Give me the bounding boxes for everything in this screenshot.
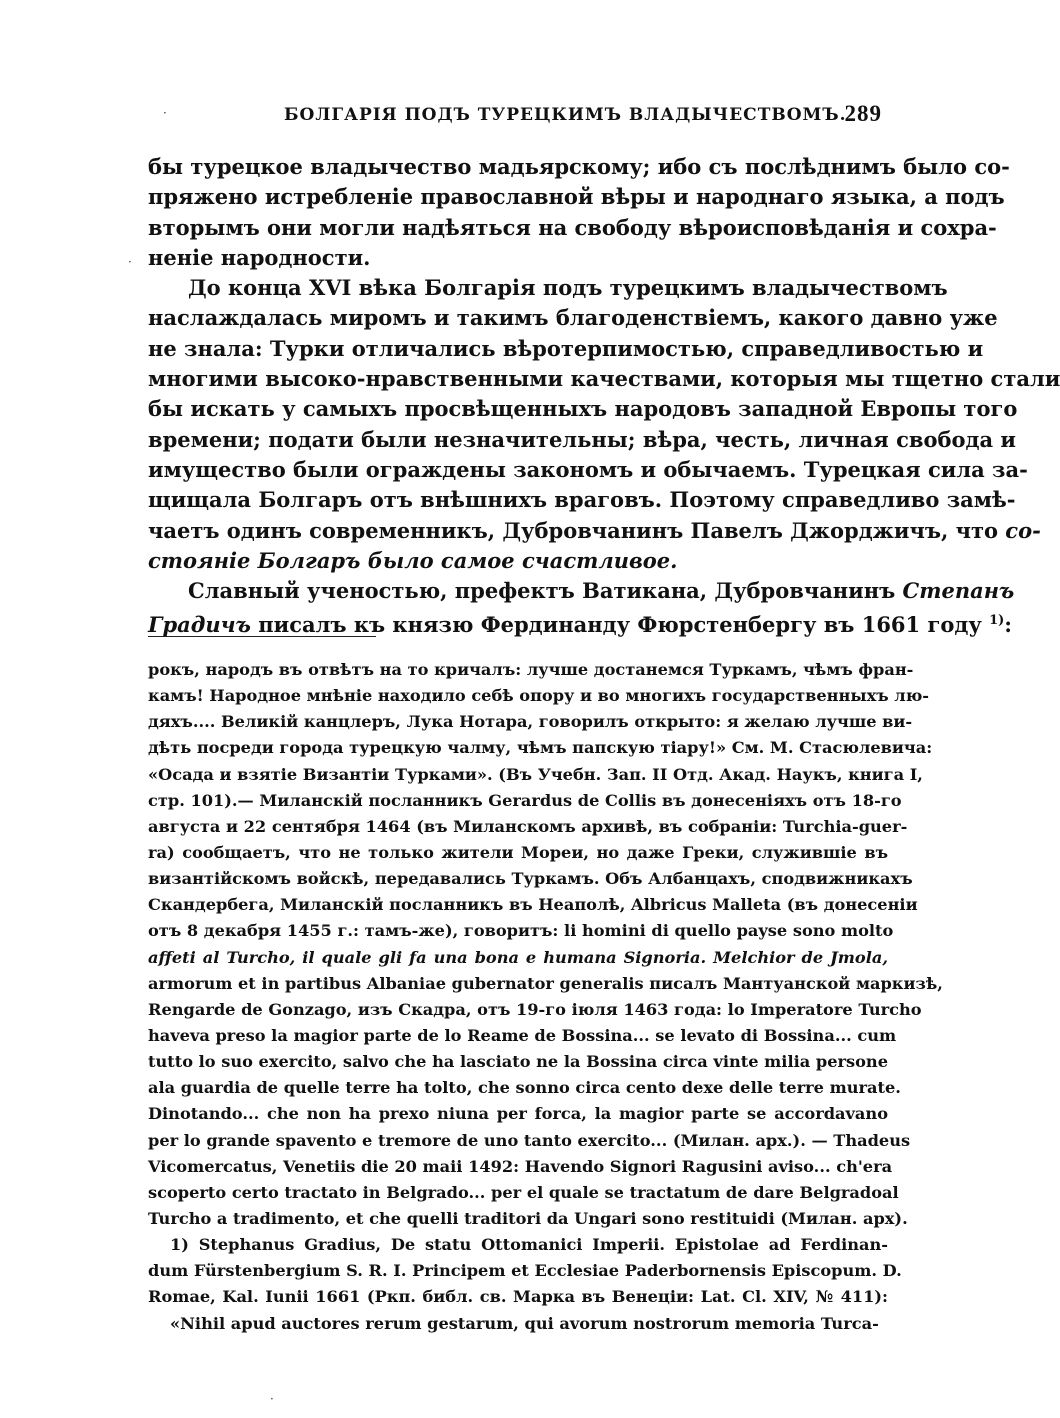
footnote-line: «Осада и взятіе Византіи Турками». (Въ Учебн. Зап. II Отд. Акад. Наукъ, книга I, — [148, 764, 923, 784]
text-line: пряжено истребленіе православной вѣры и народнаго языка, а подъ — [148, 184, 1005, 210]
text-line: неніе народности. — [148, 244, 371, 270]
text-segment: чаетъ одинъ современникъ, Дубровчанинъ Павелъ Джорджичъ, что — [148, 517, 998, 543]
footnotes — [148, 657, 943, 1337]
page-header — [148, 101, 888, 131]
text-line: многими высоко-нравственными качествами, которыя мы тщетно стали — [148, 366, 1060, 392]
italic-line: стояніе Болгаръ было самое счастливое. — [148, 547, 678, 573]
footnote-line: Romae, Kal. Iunii 1661 (Ркп. библ. св. Марка въ Венеціи: Lat. Cl. XIV, № 411): — [148, 1287, 888, 1307]
footnote-line: рокъ, народъ въ отвѣтъ на то кричалъ: лучше достанемся Туркамъ, чѣмъ фран- — [148, 660, 914, 679]
running-title: БОЛГАРІЯ ПОДЪ ТУРЕЦКИМЪ ВЛАДЫЧЕСТВОМЪ. — [284, 105, 847, 125]
italic-segment: Градичъ — [148, 612, 251, 638]
main-text — [148, 152, 1060, 638]
footnote-line: armorum et in partibus Albaniae gubernator generalis писалъ Мантуанской маркизѣ, — [148, 973, 943, 993]
paragraph-start-line — [148, 576, 1015, 606]
footnote-marker: 1) — [989, 613, 1005, 629]
footnote-line: 1) Stephanus Gradius, De statu Ottomanici Imperii. Epistolae ad Ferdinan- — [170, 1235, 888, 1255]
text-line: не знала: Турки отличались вѣротерпимостью, справедливостью и — [148, 335, 984, 361]
text-line: бы турецкое владычество мадьярскому; ибо съ послѣднимъ было со- — [148, 154, 1010, 179]
paragraph-start-line: До конца XVI вѣка Болгарія подъ турецкимъ владычествомъ — [188, 275, 948, 301]
footnote-line: ala guardia de quelle terre ha tolto, che sonno circa cento dexe delle terre murate. — [148, 1078, 901, 1098]
text-line: наслаждалась миромъ и такимъ благоденствіемъ, какого давно уже — [148, 305, 998, 331]
text-line: Градичъ писалъ къ князю Фердинанду Фюрстенбергу въ 1661 году $^{1)}$: — [148, 612, 1013, 638]
footnote-line: dum Fürstenbergium S. R. I. Principem et Ecclesiae Paderbornensis Episcopum. D. — [148, 1261, 902, 1281]
footnote-line: affeti al Turcho, il quale gli fa una bona e humana Signoria. Melchior de Jmola, — [148, 947, 888, 967]
text-line-with-italic-end — [148, 516, 1041, 546]
print-speck: · — [163, 106, 167, 120]
footnote-line: Скандербега, Миланскій посланникъ въ Неаполѣ, Albricus Malleta (въ донесеніи — [148, 895, 918, 915]
footnote-separator — [148, 636, 376, 637]
print-speck: · — [128, 255, 132, 269]
italic-segment: Степанъ — [902, 578, 1015, 604]
print-speck: · — [270, 1392, 274, 1406]
text-line: имущество были ограждены закономъ и обычаемъ. Турецкая сила за- — [148, 456, 1028, 482]
footnote-line: Vicomercatus, Venetiis die 20 maii 1492: Havendo Signori Ragusini aviso... ch'era — [148, 1156, 893, 1176]
footnote-line: стр. 101).— Миланскій посланникъ Gerardus de Collis въ донесеніяхъ отъ 18-го — [148, 790, 902, 810]
text-segment: Славный ученостью, префектъ Ватикана, Дубровчанинъ — [188, 578, 896, 604]
footnote-line: Turcho a tradimento, et che quelli traditori da Ungari sono restituidi (Милан. арх). — [148, 1208, 908, 1228]
footnote-line: Dinotando... che non ha prexo niuna per forca, la magior parte se accordavano — [148, 1104, 888, 1124]
italic-segment: со- — [1005, 517, 1041, 543]
footnote-line: scoperto certo tractato in Belgrado... per el quale se tractatum de dare Belgradoal — [148, 1182, 899, 1202]
footnote-line: дѣть посреди города турецкую чалму, чѣмъ папскую тіару!» См. М. Стасюлевича: — [148, 738, 933, 758]
page-number: 289 — [844, 101, 882, 126]
footnote-line: дяхъ.... Великій канцлеръ, Лука Нотара, говорилъ открыто: я желаю лучше ви- — [148, 712, 913, 732]
text-line: вторымъ они могли надѣяться на свободу вѣроисповѣданія и сохра- — [148, 214, 997, 240]
text-line: времени; подати были незначительны; вѣра, честь, личная свобода и — [148, 426, 1016, 452]
footnote-line: «Nihil apud auctores rerum gestarum, qui avorum nostrorum memoria Turca- — [170, 1313, 879, 1333]
footnote-line: ra) сообщаетъ, что не только жители Мореи, но даже Греки, служившіе въ — [148, 842, 888, 862]
footnote-line: haveva preso la magior parte de lo Reame de Bossina... se levato di Bossina... cum — [148, 1025, 897, 1045]
footnote-line: камъ! Народное мнѣніе находило себѣ опору и во многихъ государственныхъ лю- — [148, 686, 930, 706]
text-segment: писалъ къ князю Фердинанду Фюрстенбергу въ 1661 году — [258, 612, 982, 638]
footnote-line: tutto lo suo exercito, salvo che ha lasciato ne la Bossina circa vinte milia persone — [148, 1052, 888, 1072]
footnote-line: византійскомъ войскѣ, передавались Туркамъ. Объ Албанцахъ, сподвижникахъ — [148, 869, 913, 889]
text-line: бы искать у самыхъ просвѣщенныхъ народовъ западной Европы того — [148, 396, 1018, 422]
footnote-line: per lo grande spavento e tremore de uno tanto exercito... (Милан. арх.). — Thadeus — [148, 1130, 911, 1150]
footnote-line: Rengarde de Gonzago, изъ Скадра, отъ 19-го іюля 1463 года: lo Imperatore Turcho — [148, 999, 922, 1019]
footnote-line: отъ 8 декабря 1455 г.: тамъ-же), говоритъ: li homini di quello payse sono molto — [148, 921, 894, 941]
text-line: щищала Болгаръ отъ внѣшнихъ враговъ. Поэтому справедливо замѣ- — [148, 487, 1016, 513]
footnote-line: августа и 22 сентября 1464 (въ Миланскомъ архивѣ, въ собраніи: Turchia-guer- — [148, 816, 908, 836]
